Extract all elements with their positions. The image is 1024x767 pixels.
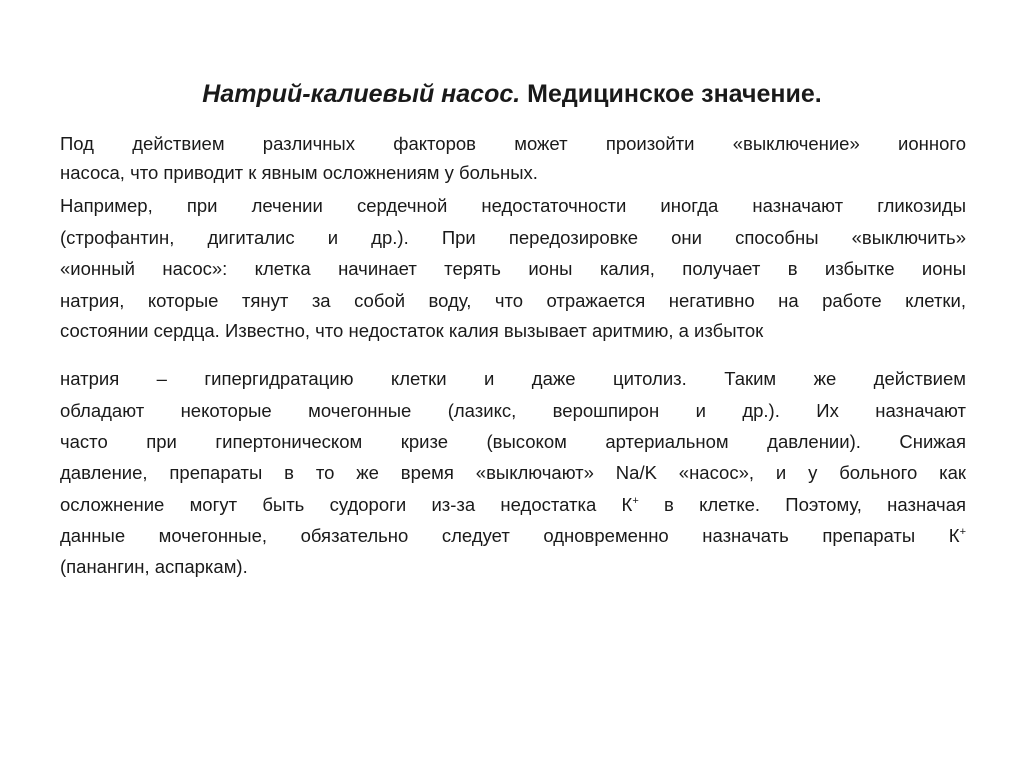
text-line: Например, при лечении сердечной недостаточности иногда назначают гликозиды <box>60 195 966 216</box>
slide-title <box>0 80 1024 109</box>
text-line: (строфантин, дигиталис и др.). При передозировке они способны «выключить» <box>60 227 966 248</box>
text-line: Под действием различных факторов может произойти «выключение» ионного <box>60 133 966 154</box>
title-italic: Натрий-калиевый насос. <box>202 80 521 108</box>
text-line: давление, препараты в то же время «выключают» Na/K «насос», и у больного как <box>60 462 966 483</box>
text-line: обладают некоторые мочегонные (лазикс, верошпирон и др.). Их назначают <box>60 400 966 421</box>
text-line: натрия – гипергидратацию клетки и даже цитолиз. Таким же действием <box>60 368 966 389</box>
text-part: осложнение могут быть судороги из-за недостатка К <box>60 494 633 515</box>
text-part: данные мочегонные, обязательно следует одновременно назначать препараты К <box>60 525 960 546</box>
title-rest: Медицинское значение. <box>520 80 822 108</box>
text-part: в клетке. Поэтому, назначая <box>638 494 966 515</box>
text-line <box>60 494 966 516</box>
text-line: насоса, что приводит к явным осложнениям у больных. <box>60 162 538 183</box>
text-line: натрия, которые тянут за собой воду, что отражается негативно на работе клетки, <box>60 290 966 311</box>
text-line: часто при гипертоническом кризе (высоком артериальном давлении). Снижая <box>60 431 966 452</box>
text-line: «ионный насос»: клетка начинает терять ионы калия, получает в избытке ионы <box>60 258 966 279</box>
superscript: + <box>959 525 966 538</box>
text-line: состоянии сердца. Известно, что недостаток калия вызывает аритмию, а избыток <box>60 320 764 341</box>
text-line <box>60 525 966 547</box>
superscript: + <box>632 494 639 507</box>
text-line: (панангин, аспаркам). <box>60 556 248 577</box>
